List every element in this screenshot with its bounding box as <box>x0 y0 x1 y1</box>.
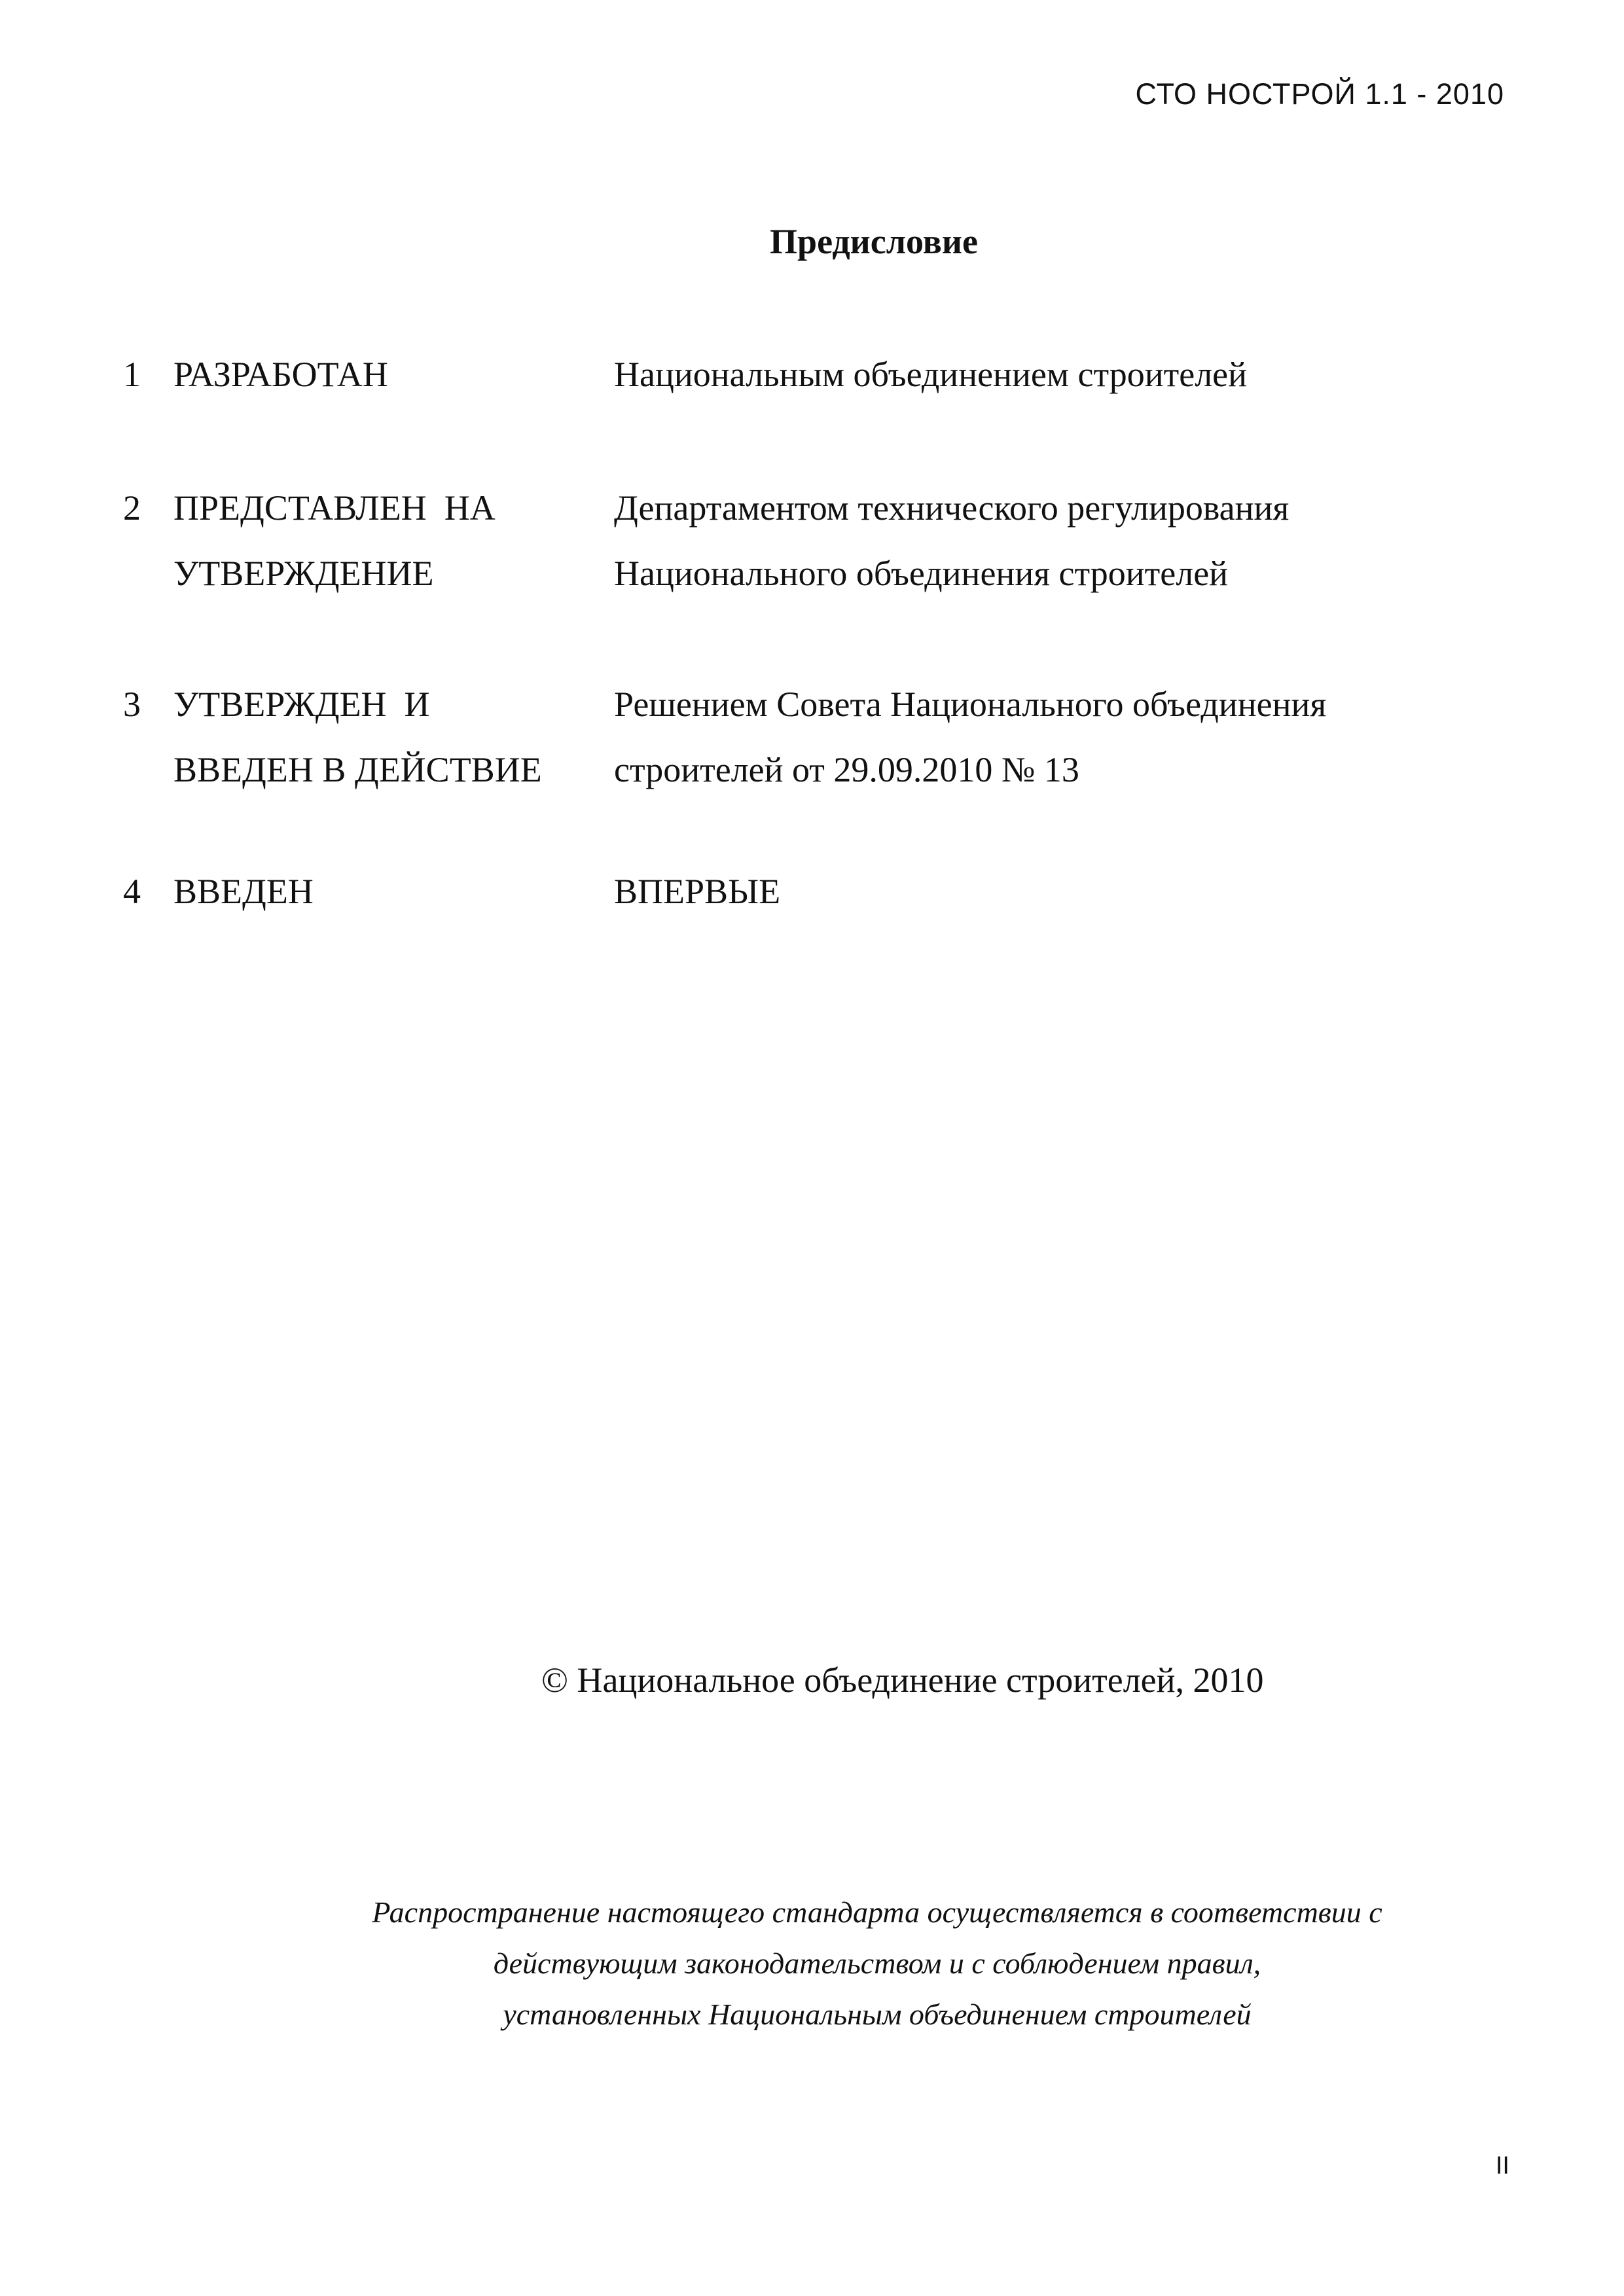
item-label-line: РАЗРАБОТАН <box>173 355 388 394</box>
item-number: 2 <box>123 488 141 528</box>
item-value <box>614 342 1247 407</box>
item-label-line: ВВЕДЕН В ДЕЙСТВИЕ <box>173 750 542 789</box>
item-label <box>173 475 496 606</box>
item-label <box>173 342 388 407</box>
notice-line: установленных Национальным объединением строителей <box>503 1998 1252 2031</box>
item-number: 3 <box>123 685 141 724</box>
document-code-header: СТО НОСТРОЙ 1.1 - 2010 <box>1135 77 1504 111</box>
item-number: 4 <box>123 872 141 911</box>
item-value-line: Решением Совета Национального объединения <box>614 685 1327 724</box>
item-value <box>614 672 1326 802</box>
item-value-line: ВПЕРВЫЕ <box>614 872 781 911</box>
item-value-line: Национального объединения строителей <box>614 554 1229 593</box>
item-value-line: Национальным объединением строителей <box>614 355 1248 394</box>
item-label-line: УТВЕРЖДЕН И <box>173 685 430 724</box>
page-title: Предисловие <box>770 222 978 261</box>
page-number: II <box>1495 2152 1509 2179</box>
item-label-line: УТВЕРЖДЕНИЕ <box>173 554 434 593</box>
item-label-line: ВВЕДЕН <box>173 872 314 911</box>
item-label <box>173 859 314 924</box>
item-value <box>614 475 1289 606</box>
item-value-line: Департаментом технического регулирования <box>614 488 1290 528</box>
notice-line: действующим законодательством и с соблюдением правил, <box>493 1946 1261 1980</box>
item-label <box>173 672 542 802</box>
item-value <box>614 859 780 924</box>
item-label-line: ПРЕДСТАВЛЕН НА <box>173 488 496 528</box>
copyright-notice: © Национальное объединение строителей, 2010 <box>541 1660 1264 1700</box>
item-value-line: строителей от 29.09.2010 № 13 <box>614 750 1079 789</box>
distribution-notice <box>0 1887 1624 2040</box>
notice-line: Распространение настоящего стандарта осуществляется в соответствии с <box>372 1895 1382 1929</box>
item-number: 1 <box>123 355 141 394</box>
